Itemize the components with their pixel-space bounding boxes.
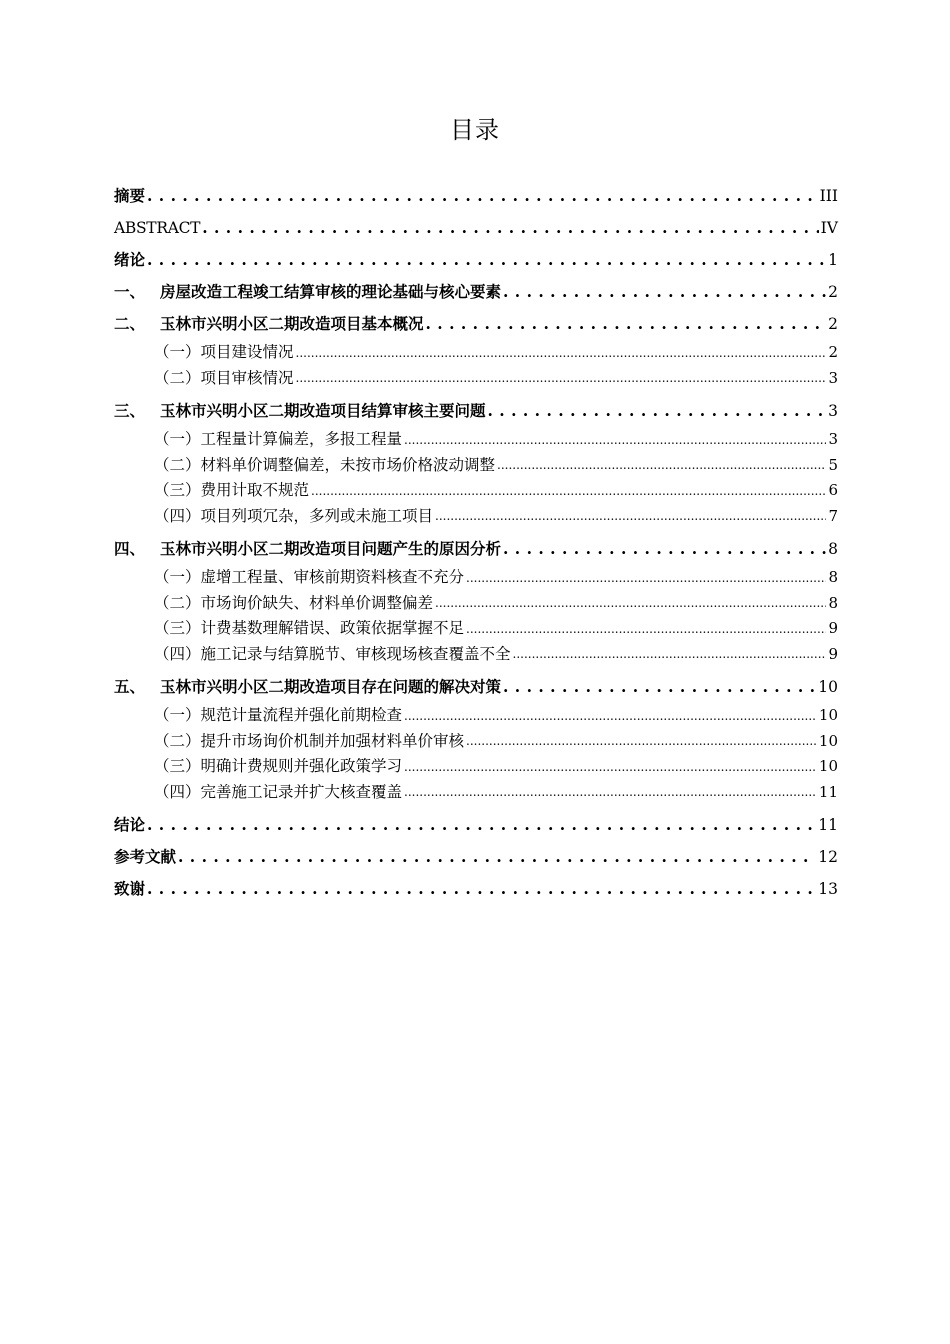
toc-page-number: 2 [828,343,838,361]
toc-entry-number: （二） [154,455,201,474]
dot-leader [178,841,816,873]
dot-leader [426,308,827,340]
toc-entry-number: （四） [154,782,201,801]
toc-entry-label [154,780,402,806]
toc-entry-text: ABSTRACT [114,219,201,237]
toc-entry-label [154,504,433,530]
toc-page-number: III [819,187,838,205]
toc-entry-label [114,873,145,905]
toc-entry-label [154,366,294,392]
toc-entry-text: 工程量计算偏差，多报工程量 [200,430,403,448]
toc-entry-text: 房屋改造工程竣工结算审核的理论基础与核心要素 [160,282,502,301]
toc-page-number: 9 [828,644,838,663]
toc-page-number: 2 [828,315,838,333]
toc-subentry[interactable] [114,340,838,366]
toc-entry-number: 四、 [114,539,146,558]
toc-entry-label [154,754,402,780]
toc-page-number: 8 [828,568,838,586]
toc-entry-text: 玉林市兴明小区二期改造项目结算审核主要问题 [160,401,486,420]
toc-entry-text: 项目列项冗杂，多列或未施工项目 [200,506,434,525]
dot-leader [404,779,817,806]
toc-entry-number: （三） [154,757,201,775]
toc-entry-text: 摘要 [114,186,146,205]
toc-entry[interactable] [114,671,838,703]
toc-entry[interactable] [114,244,838,276]
dot-leader [503,276,826,308]
toc-subentry[interactable] [114,427,838,453]
toc-entry[interactable] [114,395,838,427]
toc-entry-number: （三） [154,619,201,637]
toc-entry-label [114,841,176,873]
dot-leader [435,590,826,617]
toc-page-number: 10 [818,678,838,696]
dot-leader [147,180,818,212]
toc-entry-label [114,180,145,212]
toc-entry-number: （四） [154,506,201,525]
toc-page-number: 3 [828,368,838,387]
toc-entry-label [154,616,464,642]
dot-leader [202,212,818,244]
toc-entry-text: 玉林市兴明小区二期改造项目基本概况 [160,314,424,333]
toc-subentry[interactable] [114,642,838,668]
toc-entry[interactable] [114,180,838,212]
toc-entry-label [154,642,511,668]
toc-page-number: 8 [828,540,838,558]
toc-entry-label [114,671,501,703]
toc-page-number: 2 [828,283,838,301]
toc-entry-text: 致谢 [114,879,146,898]
toc-entry-label [154,427,402,453]
toc-entry-text: 费用计取不规范 [200,481,310,499]
toc-entry-label [114,533,501,565]
toc-entry-number: （二） [154,731,201,750]
toc-entry-number: 一、 [114,282,146,301]
toc-entry-text: 结论 [114,815,146,834]
toc-subentry[interactable] [114,504,838,530]
toc-entry-text: 规范计量流程并强化前期检查 [200,706,403,724]
dot-leader [404,754,817,781]
toc-entry-text: 计费基数理解错误、政策依据掌握不足 [200,619,465,637]
toc-entry-number: （二） [154,368,201,387]
toc-page-number: 11 [818,816,838,834]
toc-subentry[interactable] [114,729,838,755]
toc-page-number: 10 [818,706,838,724]
dot-leader [513,641,827,668]
toc-entry-text: 材料单价调整偏差，未按市场价格波动调整 [200,455,496,474]
toc-entry-label [154,565,464,591]
toc-page-number: 10 [818,731,838,750]
dot-leader [435,503,826,530]
toc-entry[interactable] [114,873,838,905]
toc-page-number: 6 [828,481,838,499]
toc-entry[interactable] [114,841,838,873]
dot-leader [147,244,826,276]
toc-entry-text: 施工记录与结算脱节、审核现场核查覆盖不全 [200,644,511,663]
dot-leader [466,565,826,592]
toc-entry-number: （二） [154,593,201,612]
toc-subentry[interactable] [114,780,838,806]
toc-entry[interactable] [114,212,838,244]
toc-entry-label [114,809,145,841]
toc-entry-text: 市场询价缺失、材料单价调整偏差 [200,593,434,612]
toc-entry-label [154,591,433,617]
toc-entry-text: 玉林市兴明小区二期改造项目存在问题的解决对策 [160,677,502,696]
toc-entry[interactable] [114,308,838,340]
toc-page-number: 9 [828,619,838,637]
toc-entry-number: （四） [154,644,201,663]
dot-leader [404,703,817,730]
toc-entry-label [114,308,424,340]
toc-subentry[interactable] [114,591,838,617]
toc-entry-text: 项目建设情况 [200,343,294,361]
dot-leader [497,452,826,479]
toc-entry[interactable] [114,276,838,308]
toc-entry-number: （一） [154,430,201,448]
toc-entry-label [114,244,145,276]
toc-entry-text: 明确计费规则并强化政策学习 [200,757,403,775]
toc-page-number: 13 [818,880,838,898]
toc-subentry[interactable] [114,703,838,729]
dot-leader [147,809,816,841]
toc-entry-label [154,340,294,366]
toc-entry-number: 三、 [114,401,146,420]
page-title: 目录 [450,116,500,144]
dot-leader [488,395,827,427]
toc-entry-number: （一） [154,568,201,586]
toc-entry-text: 玉林市兴明小区二期改造项目问题产生的原因分析 [160,539,502,558]
toc-page-number: 5 [828,455,838,474]
toc-page-number: 1 [828,251,838,269]
dot-leader [503,533,826,565]
dot-leader [296,365,827,392]
toc-page-number: 12 [818,848,838,866]
toc-subentry[interactable] [114,565,838,591]
toc-entry-number: 五、 [114,677,146,696]
dot-leader [311,478,826,505]
dot-leader [296,340,827,367]
dot-leader [147,873,816,905]
toc-entry-label [154,703,402,729]
toc-subentry[interactable] [114,754,838,780]
toc-page-number: IV [820,219,838,237]
toc-entry-text: 提升市场询价机制并加强材料单价审核 [200,731,465,750]
toc-subentry[interactable] [114,453,838,479]
dot-leader [466,616,826,643]
dot-leader [466,728,817,755]
toc-entry-number: 二、 [114,314,146,333]
toc-entry-label [114,395,486,427]
toc-subentry[interactable] [114,366,838,392]
toc-subentry[interactable] [114,616,838,642]
toc-entry-number: （一） [154,343,201,361]
toc-entry-text: 完善施工记录并扩大核查覆盖 [200,782,403,801]
toc-entry-label [154,453,495,479]
toc-entry[interactable] [114,809,838,841]
toc-page-number: 11 [818,782,838,801]
toc-entry-text: 参考文献 [114,847,177,866]
toc-entry-number: （一） [154,706,201,724]
toc-subentry[interactable] [114,478,838,504]
toc-entry[interactable] [114,533,838,565]
toc-page-number: 7 [828,506,838,525]
toc-entry-label [114,276,501,308]
toc-entry-label [114,212,200,244]
toc-entry-text: 虚增工程量、审核前期资料核查不充分 [200,568,465,586]
toc-entry-label [154,729,464,755]
toc-page-number: 8 [828,593,838,612]
toc-entry-label [154,478,309,504]
table-of-contents [114,180,838,905]
dot-leader [404,427,826,454]
dot-leader [503,671,816,703]
toc-entry-text: 项目审核情况 [200,368,294,387]
toc-page-number: 3 [828,402,838,420]
toc-entry-text: 绪论 [114,250,146,269]
toc-page-number: 10 [818,757,838,775]
toc-page-number: 3 [828,430,838,448]
toc-entry-number: （三） [154,481,201,499]
